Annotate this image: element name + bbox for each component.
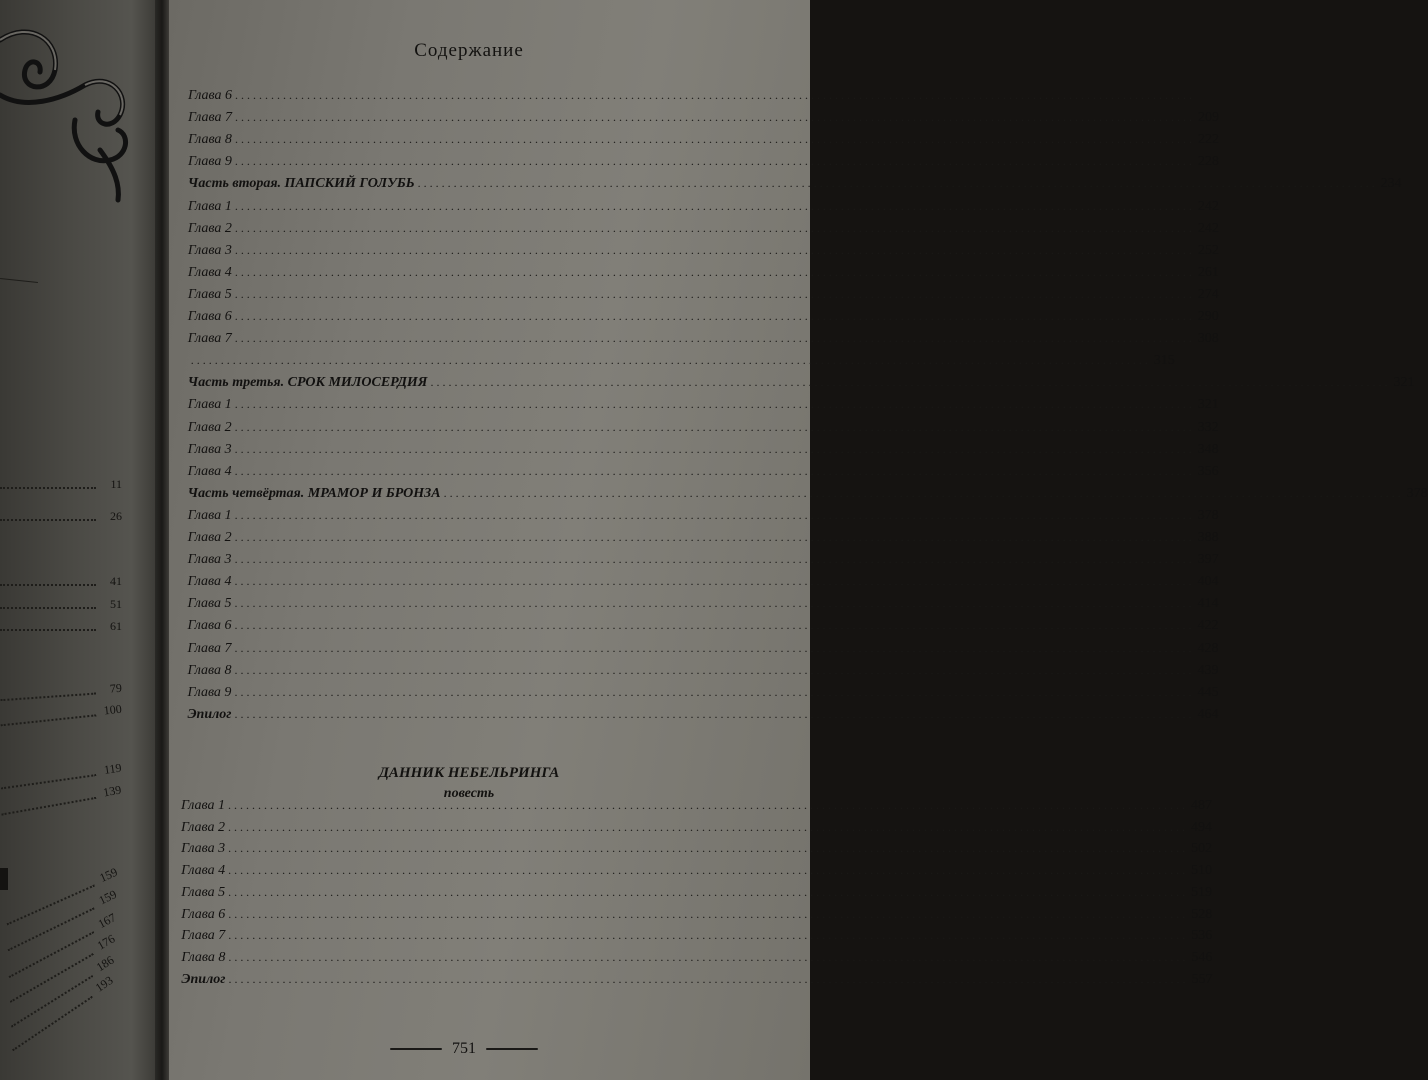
toc-chapter-row — [187, 684, 1219, 707]
left-page-number: 11 — [110, 477, 122, 491]
toc-chapter-row — [181, 949, 1213, 972]
toc-entry-title: Глава 3 — [187, 242, 232, 258]
toc-chapter-row — [187, 331, 1219, 353]
toc-entry-page: 315 — [1153, 353, 1175, 369]
book-gutter — [155, 0, 169, 1080]
toc-entry-page: 234 — [1380, 176, 1402, 192]
toc-entry-title: Глава 6 — [187, 309, 232, 324]
dot-leader: ................................................................................................................................................................ — [234, 463, 1195, 478]
dot-leader — [1, 714, 97, 726]
dot-leader: ................................................................................................................................................................ — [234, 154, 1195, 169]
dot-leader: ................................................................................................................................................................ — [234, 198, 1195, 213]
dot-leader — [0, 607, 96, 609]
toc-entry-title: Глава 5 — [181, 884, 226, 900]
toc-entry-page: 464 — [1197, 706, 1219, 722]
toc-entry-page: 404 — [1197, 574, 1219, 590]
dot-leader: ................................................................................................................................................................ — [234, 706, 1195, 721]
toc-entry-title: Глава 2 — [187, 220, 232, 236]
toc-entry-title: Часть четвёртая. МРАМОР И БРОНЗА — [187, 485, 441, 501]
toc-entry-page: 546 — [1191, 949, 1213, 965]
toc-chapter-row — [181, 863, 1213, 885]
toc-entry-title: Глава 1 — [187, 397, 232, 413]
toc-entry-page: 528 — [1191, 906, 1213, 922]
toc-entry-title: Часть третья. СРОК МИЛОСЕРДИЯ — [187, 375, 428, 391]
dot-leader: ................................................................................................................................................................ — [430, 375, 1391, 390]
toc-chapter-row — [187, 640, 1219, 663]
page-footer — [374, 1040, 554, 1058]
toc-chapter-row — [181, 819, 1213, 842]
dot-leader: ................................................................................................................................................................ — [234, 596, 1195, 611]
toc-chapter-row — [187, 574, 1219, 596]
toc-chapter-row — [187, 309, 1219, 331]
toc-chapter-row — [181, 884, 1213, 907]
toc-entry-title: Глава 1 — [187, 507, 232, 523]
left-toc-row — [0, 476, 122, 492]
toc-entry-page: 445 — [1197, 684, 1219, 700]
toc-chapter-row — [187, 441, 1219, 464]
dot-leader: ................................................................................................................................................................ — [228, 971, 1189, 986]
dot-leader: ................................................................................................................................................................ — [190, 353, 1151, 368]
dot-leader: ................................................................................................................................................................ — [234, 552, 1195, 567]
left-page-number: 159 — [96, 886, 119, 908]
toc-entry-page: 388 — [1197, 530, 1219, 545]
toc-entry-title: Глава 3 — [181, 841, 226, 857]
dot-leader: ................................................................................................................................................................ — [228, 906, 1189, 921]
toc-entry-title: Глава 4 — [181, 863, 226, 879]
dot-leader: ................................................................................................................................................................ — [417, 176, 1378, 191]
dot-leader: ................................................................................................................................................................ — [234, 220, 1195, 235]
dot-leader: ................................................................................................................................................................ — [234, 397, 1195, 412]
left-page — [0, 0, 155, 1080]
toc-chapter-row — [187, 552, 1219, 574]
toc-entry-page: 274 — [1197, 286, 1219, 302]
left-page-number: 186 — [93, 952, 117, 975]
toc-entry-title: Часть вторая. ПАПСКИЙ ГОЛУБЬ — [187, 176, 415, 192]
toc-entry-page: 308 — [1197, 331, 1219, 347]
dot-leader: ................................................................................................................................................................ — [234, 640, 1195, 655]
toc-entry-page: 428 — [1197, 640, 1219, 656]
toc-entry-title: Глава 4 — [187, 264, 232, 280]
toc-entry-page: 397 — [1197, 552, 1219, 568]
section-title: ДАННИК НЕБЕЛЬРИНГА — [378, 765, 560, 781]
footer-rule-left — [390, 1048, 442, 1050]
toc-entry-title: Глава 2 — [181, 819, 226, 835]
toc-entry-title: Глава 5 — [187, 596, 232, 612]
toc-entry-title: Глава 5 — [187, 286, 232, 302]
toc-entry-page: 228 — [1197, 154, 1219, 170]
left-toc-row — [0, 680, 122, 704]
dot-leader — [1, 797, 96, 816]
dot-leader: ................................................................................................................................................................ — [234, 441, 1195, 456]
toc-entry-page: 261 — [1197, 264, 1219, 280]
toc-entry-title: Глава 1 — [181, 798, 225, 813]
toc-entry-title: Глава 2 — [187, 419, 232, 435]
page-title: Содержание — [414, 40, 524, 61]
dot-leader: ................................................................................................................................................................ — [234, 132, 1195, 147]
toc-entry-title: Эпилог — [181, 971, 226, 987]
toc-chapter-row — [187, 242, 1219, 265]
toc-entry-page: 519 — [1191, 884, 1213, 900]
toc-entry-page: 242 — [1197, 198, 1219, 214]
toc-entry-page: 378 — [1197, 507, 1219, 523]
toc-entry-page: 356 — [1197, 463, 1219, 479]
dot-leader: ................................................................................................................................................................ — [234, 286, 1195, 301]
left-page-number: 61 — [110, 619, 122, 633]
toc-entry-title: Глава 8 — [187, 132, 232, 148]
dot-leader: ................................................................................................................................................................ — [228, 949, 1189, 964]
left-page-number: 79 — [109, 680, 123, 696]
toc-chapter-row — [187, 198, 1219, 221]
left-toc-row — [0, 508, 122, 524]
section-subtitle: повесть — [443, 786, 495, 801]
dot-leader: ................................................................................................................................................................ — [234, 507, 1195, 522]
toc-part-row — [187, 176, 1402, 198]
page-number: 751 — [452, 1040, 476, 1057]
dot-leader: ................................................................................................................................................................ — [228, 841, 1189, 856]
toc-entry-title: Глава 6 — [181, 906, 226, 922]
toc-chapter-row — [187, 110, 1219, 132]
toc-entry-page: 321 — [1197, 397, 1219, 413]
toc-entry-title: Глава 8 — [187, 662, 232, 678]
left-page-number: 167 — [95, 910, 119, 931]
toc-chapter-row — [187, 397, 1219, 419]
left-page-number: 193 — [92, 973, 116, 995]
toc-chapter-row — [187, 419, 1219, 442]
toc-entry-page: 222 — [1197, 132, 1219, 148]
toc-entry-page: 502 — [1191, 841, 1213, 857]
ornament-flourish-icon — [0, 0, 155, 230]
toc-entry-title: Глава 6 — [188, 88, 232, 103]
dot-leader — [0, 584, 96, 586]
toc-chapter-row — [181, 798, 1212, 820]
toc-part-row — [181, 971, 1213, 994]
left-toc-row — [0, 573, 122, 589]
toc-entry-page: 494 — [1191, 819, 1213, 835]
toc-part-row — [187, 375, 1415, 397]
toc-entry-page: 209 — [1197, 110, 1219, 126]
toc-entry-page: 252 — [1197, 242, 1219, 258]
toc-entry-page: 487 — [1190, 798, 1212, 813]
toc-chapter-row — [188, 353, 1175, 375]
left-toc-row — [0, 618, 122, 634]
toc-entry-title: Эпилог — [187, 706, 232, 722]
dot-leader: ................................................................................................................................................................ — [227, 798, 1188, 812]
left-page-number: 100 — [103, 701, 123, 718]
toc-chapter-row — [187, 618, 1219, 640]
dot-leader: ................................................................................................................................................................ — [234, 662, 1195, 677]
toc-chapter-row — [188, 88, 1195, 110]
dot-leader: ................................................................................................................................................................ — [234, 110, 1195, 125]
toc-entry-page: 439 — [1197, 662, 1219, 678]
toc-chapter-row — [181, 906, 1213, 929]
toc-entry-page: 242 — [1197, 220, 1219, 236]
dot-leader — [0, 629, 96, 631]
toc-entry-title: Глава 3 — [187, 552, 232, 568]
dot-leader: ................................................................................................................................................................ — [234, 88, 1195, 102]
left-page-rule — [0, 868, 8, 890]
toc-entry-page: 422 — [1197, 618, 1219, 634]
dot-leader: ................................................................................................................................................................ — [234, 264, 1195, 279]
toc-chapter-row — [187, 530, 1219, 552]
toc-chapter-row — [187, 507, 1219, 530]
toc-entry-page: 510 — [1191, 863, 1213, 879]
toc-chapter-row — [181, 928, 1213, 950]
dot-leader — [0, 487, 96, 489]
toc-chapter-row — [187, 596, 1219, 618]
toc-entry-title: Глава 1 — [187, 198, 232, 214]
toc-entry-page: 557 — [1191, 971, 1213, 987]
toc-entry-title: Глава 6 — [187, 618, 232, 634]
toc-chapter-row — [187, 132, 1219, 154]
toc-entry-title: Глава 4 — [187, 574, 232, 590]
toc-chapter-row — [187, 286, 1219, 309]
toc-entry-page: 536 — [1191, 928, 1213, 944]
right-page — [169, 0, 1428, 1080]
toc-chapter-row — [187, 220, 1219, 243]
toc-entry-title: Глава 9 — [187, 684, 232, 700]
dot-leader: ................................................................................................................................................................ — [234, 684, 1195, 699]
dot-leader: ................................................................................................................................................................ — [228, 863, 1189, 878]
toc-chapter-row — [187, 463, 1219, 486]
dot-leader: ................................................................................................................................................................ — [443, 485, 1404, 500]
left-page-number: 176 — [94, 931, 118, 953]
left-page-number: 139 — [102, 782, 123, 800]
toc-entry-title: Глава 4 — [187, 463, 232, 479]
dot-leader: ................................................................................................................................................................ — [234, 331, 1195, 346]
dot-leader — [0, 519, 96, 521]
toc-entry-title: Глава 7 — [187, 110, 232, 126]
dot-leader: ................................................................................................................................................................ — [228, 928, 1189, 943]
left-page-number: 41 — [110, 574, 122, 588]
toc-entry-title: Глава 7 — [187, 640, 232, 656]
dot-leader: ................................................................................................................................................................ — [234, 618, 1195, 633]
toc-part-row — [187, 485, 1428, 508]
toc-entry-title: Глава 8 — [181, 949, 226, 965]
toc-chapter-row — [187, 154, 1219, 176]
left-toc-row — [0, 701, 123, 730]
toc-entry-page: 332 — [1197, 419, 1219, 435]
left-page-number: 51 — [110, 597, 122, 611]
left-toc-row — [0, 596, 122, 612]
toc-chapter-row — [187, 264, 1219, 287]
left-page-number: 159 — [97, 864, 120, 885]
toc-entry-title: Глава 7 — [187, 331, 232, 347]
dot-leader: ................................................................................................................................................................ — [234, 242, 1195, 257]
toc-entry-page: 290 — [1197, 309, 1219, 324]
toc-chapter-row — [187, 662, 1219, 685]
dot-leader: ................................................................................................................................................................ — [234, 419, 1195, 434]
toc-entry-page: 378 — [1406, 485, 1428, 501]
toc-chapter-row — [181, 841, 1213, 863]
toc-entry-page: 414 — [1197, 596, 1219, 612]
dot-leader: ................................................................................................................................................................ — [234, 309, 1195, 323]
toc-entry-page: 321 — [1393, 375, 1415, 391]
footer-rule-right — [486, 1048, 538, 1050]
toc-entry-title: Глава 7 — [181, 928, 226, 944]
dot-leader: ................................................................................................................................................................ — [234, 530, 1195, 544]
toc-entry-page: 348 — [1197, 441, 1219, 457]
toc-entry-title: Глава 9 — [187, 154, 232, 170]
dot-leader: ................................................................................................................................................................ — [234, 574, 1195, 589]
dot-leader: ................................................................................................................................................................ — [228, 819, 1189, 834]
left-page-number: 119 — [103, 760, 123, 777]
left-page-rule — [0, 278, 38, 283]
toc-part-row — [187, 706, 1219, 729]
dot-leader — [0, 693, 96, 702]
dot-leader: ................................................................................................................................................................ — [228, 884, 1189, 899]
toc-entry-title: Глава 3 — [187, 441, 232, 457]
toc-entry-title: Глава 2 — [187, 530, 232, 545]
left-page-number: 26 — [110, 509, 122, 523]
